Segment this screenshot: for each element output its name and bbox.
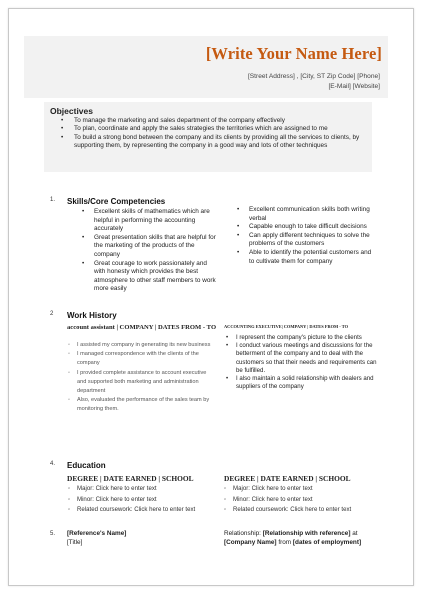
bullet-icon: • <box>226 334 229 341</box>
list-item[interactable] <box>68 484 195 495</box>
list-item[interactable] <box>67 369 217 397</box>
list-item[interactable] <box>68 495 195 506</box>
education-heading: Education <box>67 461 106 470</box>
relationship-value[interactable]: [Relationship with reference] <box>262 530 351 537</box>
bullet-icon: • <box>82 259 85 267</box>
bullet-icon: ◦ <box>68 495 71 503</box>
list-item[interactable] <box>235 206 375 223</box>
education-detail: Major: Click here to enter text <box>77 485 157 492</box>
list-item[interactable] <box>67 396 217 414</box>
skill-text: Able to identify the potential customers and to cultivate them for company <box>249 248 372 265</box>
job-title-left[interactable]: account assistant | COMPANY | DATES FROM - TO <box>67 324 217 331</box>
list-item[interactable] <box>224 495 351 506</box>
list-item[interactable] <box>235 223 375 232</box>
list-item[interactable] <box>235 249 375 266</box>
bullet-icon: • <box>61 133 64 141</box>
degree-line-left[interactable]: DEGREE | DATE EARNED | SCHOOL <box>67 474 194 483</box>
bullet-icon: ◦ <box>68 369 70 376</box>
duty-text: I also maintain a solid relationship with dealers and suppliers of the company <box>236 375 374 391</box>
resume-name[interactable]: [Write Your Name Here] <box>205 44 382 63</box>
bullet-icon: ◦ <box>224 506 227 514</box>
list-item[interactable] <box>80 234 220 260</box>
duty-text: I represent the company's picture to the clients <box>236 334 362 341</box>
duty-text: I assisted my company in generating its new business <box>77 342 211 348</box>
section-number: 1. <box>50 197 56 203</box>
bullet-icon: • <box>237 231 240 239</box>
bullet-icon: • <box>226 375 229 383</box>
skill-text: Can apply different techniques to solve the problems of the customers <box>249 231 370 248</box>
objectives-heading: Objectives <box>50 106 93 116</box>
reference-left <box>67 530 126 548</box>
bullet-icon: ◦ <box>68 485 71 492</box>
reference-name[interactable]: [Reference's Name] <box>67 530 127 537</box>
list-item[interactable] <box>80 208 220 234</box>
bullet-icon: ◦ <box>68 351 70 358</box>
objective-text: To build a strong bond between the company and its clients by providing all the services to clients, by supporting them, by representing the company in a good way and lots of other techniques <box>74 133 360 150</box>
bullet-icon: • <box>237 223 240 231</box>
education-detail: Minor: Click here to enter text <box>77 495 157 503</box>
skills-right-list <box>235 206 375 266</box>
education-left-list <box>68 484 195 516</box>
skills-left-list <box>80 208 220 294</box>
skills-heading: Skills/Core Competencies <box>67 197 166 206</box>
duty-text: I provided complete assistance to account executive and supported both marketing and administration department <box>77 369 207 395</box>
list-item[interactable] <box>67 350 217 368</box>
skill-text: Capable enough to take difficult decisions <box>249 223 367 231</box>
skill-text: Great courage to work passionately and with honesty which provides the best atmosphere to other staff members to work more easily <box>94 259 216 293</box>
section-number: 2 <box>50 311 54 317</box>
list-item[interactable] <box>224 334 380 342</box>
contact-line[interactable]: [E-Mail] [Website] <box>328 83 380 90</box>
address-line[interactable]: [Street Address] , [City, ST Zip Code] [Phone] <box>247 73 380 80</box>
company-name[interactable]: [Company Name] <box>224 538 277 546</box>
education-detail: Related coursework: Click here to enter text <box>77 506 196 514</box>
bullet-icon: • <box>82 233 85 241</box>
reference-right <box>224 530 384 548</box>
bullet-icon: • <box>237 206 240 213</box>
duty-text: I managed correspondence with the clients of the company <box>77 351 199 367</box>
section-number: 5. <box>50 531 56 537</box>
list-item[interactable] <box>235 232 375 249</box>
bullet-icon: • <box>82 208 85 215</box>
list-item[interactable] <box>68 505 195 516</box>
bullet-icon: • <box>237 248 240 256</box>
at-text: at <box>350 530 358 537</box>
list-item[interactable] <box>58 117 374 125</box>
work-right-list <box>224 334 380 391</box>
work-history-heading: Work History <box>67 311 117 320</box>
list-item[interactable] <box>58 125 374 133</box>
relationship-label: Relationship: <box>224 530 263 537</box>
education-detail: Related coursework: Click here to enter text <box>233 506 352 514</box>
duty-text: Also, evaluated the performance of the sales team by monitoring them. <box>77 397 210 413</box>
list-item[interactable] <box>80 260 220 294</box>
bullet-icon: • <box>61 125 64 133</box>
list-item[interactable] <box>224 505 351 516</box>
education-detail: Minor: Click here to enter text <box>233 495 313 503</box>
list-item[interactable] <box>224 375 380 391</box>
objective-text: To manage the marketing and sales department of the company effectively <box>74 117 285 124</box>
list-item[interactable] <box>224 342 380 375</box>
reference-title[interactable]: [Title] <box>67 538 83 546</box>
objective-text: To plan, coordinate and apply the sales strategies the territories which are assigned to me <box>74 125 328 133</box>
bullet-icon: • <box>61 117 64 124</box>
bullet-icon: ◦ <box>68 397 70 404</box>
skill-text: Great presentation skills that are helpful for the marketing of the products of the company <box>94 233 216 258</box>
bullet-icon: • <box>226 342 229 350</box>
list-item[interactable] <box>67 341 217 350</box>
section-number: 4. <box>50 461 56 467</box>
bullet-icon: ◦ <box>224 495 227 503</box>
work-left-list <box>67 341 217 415</box>
education-detail: Major: Click here to enter text <box>233 485 313 492</box>
bullet-icon: ◦ <box>224 485 227 492</box>
list-item[interactable] <box>224 484 351 495</box>
education-right-list <box>224 484 351 516</box>
from-text: from <box>276 538 293 546</box>
bullet-icon: ◦ <box>68 342 70 348</box>
objectives-list <box>58 117 374 151</box>
employment-dates[interactable]: [dates of employment] <box>292 538 362 546</box>
bullet-icon: ◦ <box>68 506 71 514</box>
skill-text: Excellent communication skills both writing verbal <box>249 206 370 222</box>
duty-text: I conduct various meetings and discussions for the betterment of the company and to deal with the customers so that their needs and requirements can be fulfilled. <box>236 342 377 374</box>
skill-text: Excellent skills of mathematics which are helpful in performing the accounting accurately <box>94 208 210 233</box>
list-item[interactable] <box>58 134 374 151</box>
job-title-right[interactable]: ACCOUNTING EXECUTIVE| COMPANY | DATES FROM - TO <box>224 324 349 329</box>
degree-line-right[interactable]: DEGREE | DATE EARNED | SCHOOL <box>224 474 351 483</box>
